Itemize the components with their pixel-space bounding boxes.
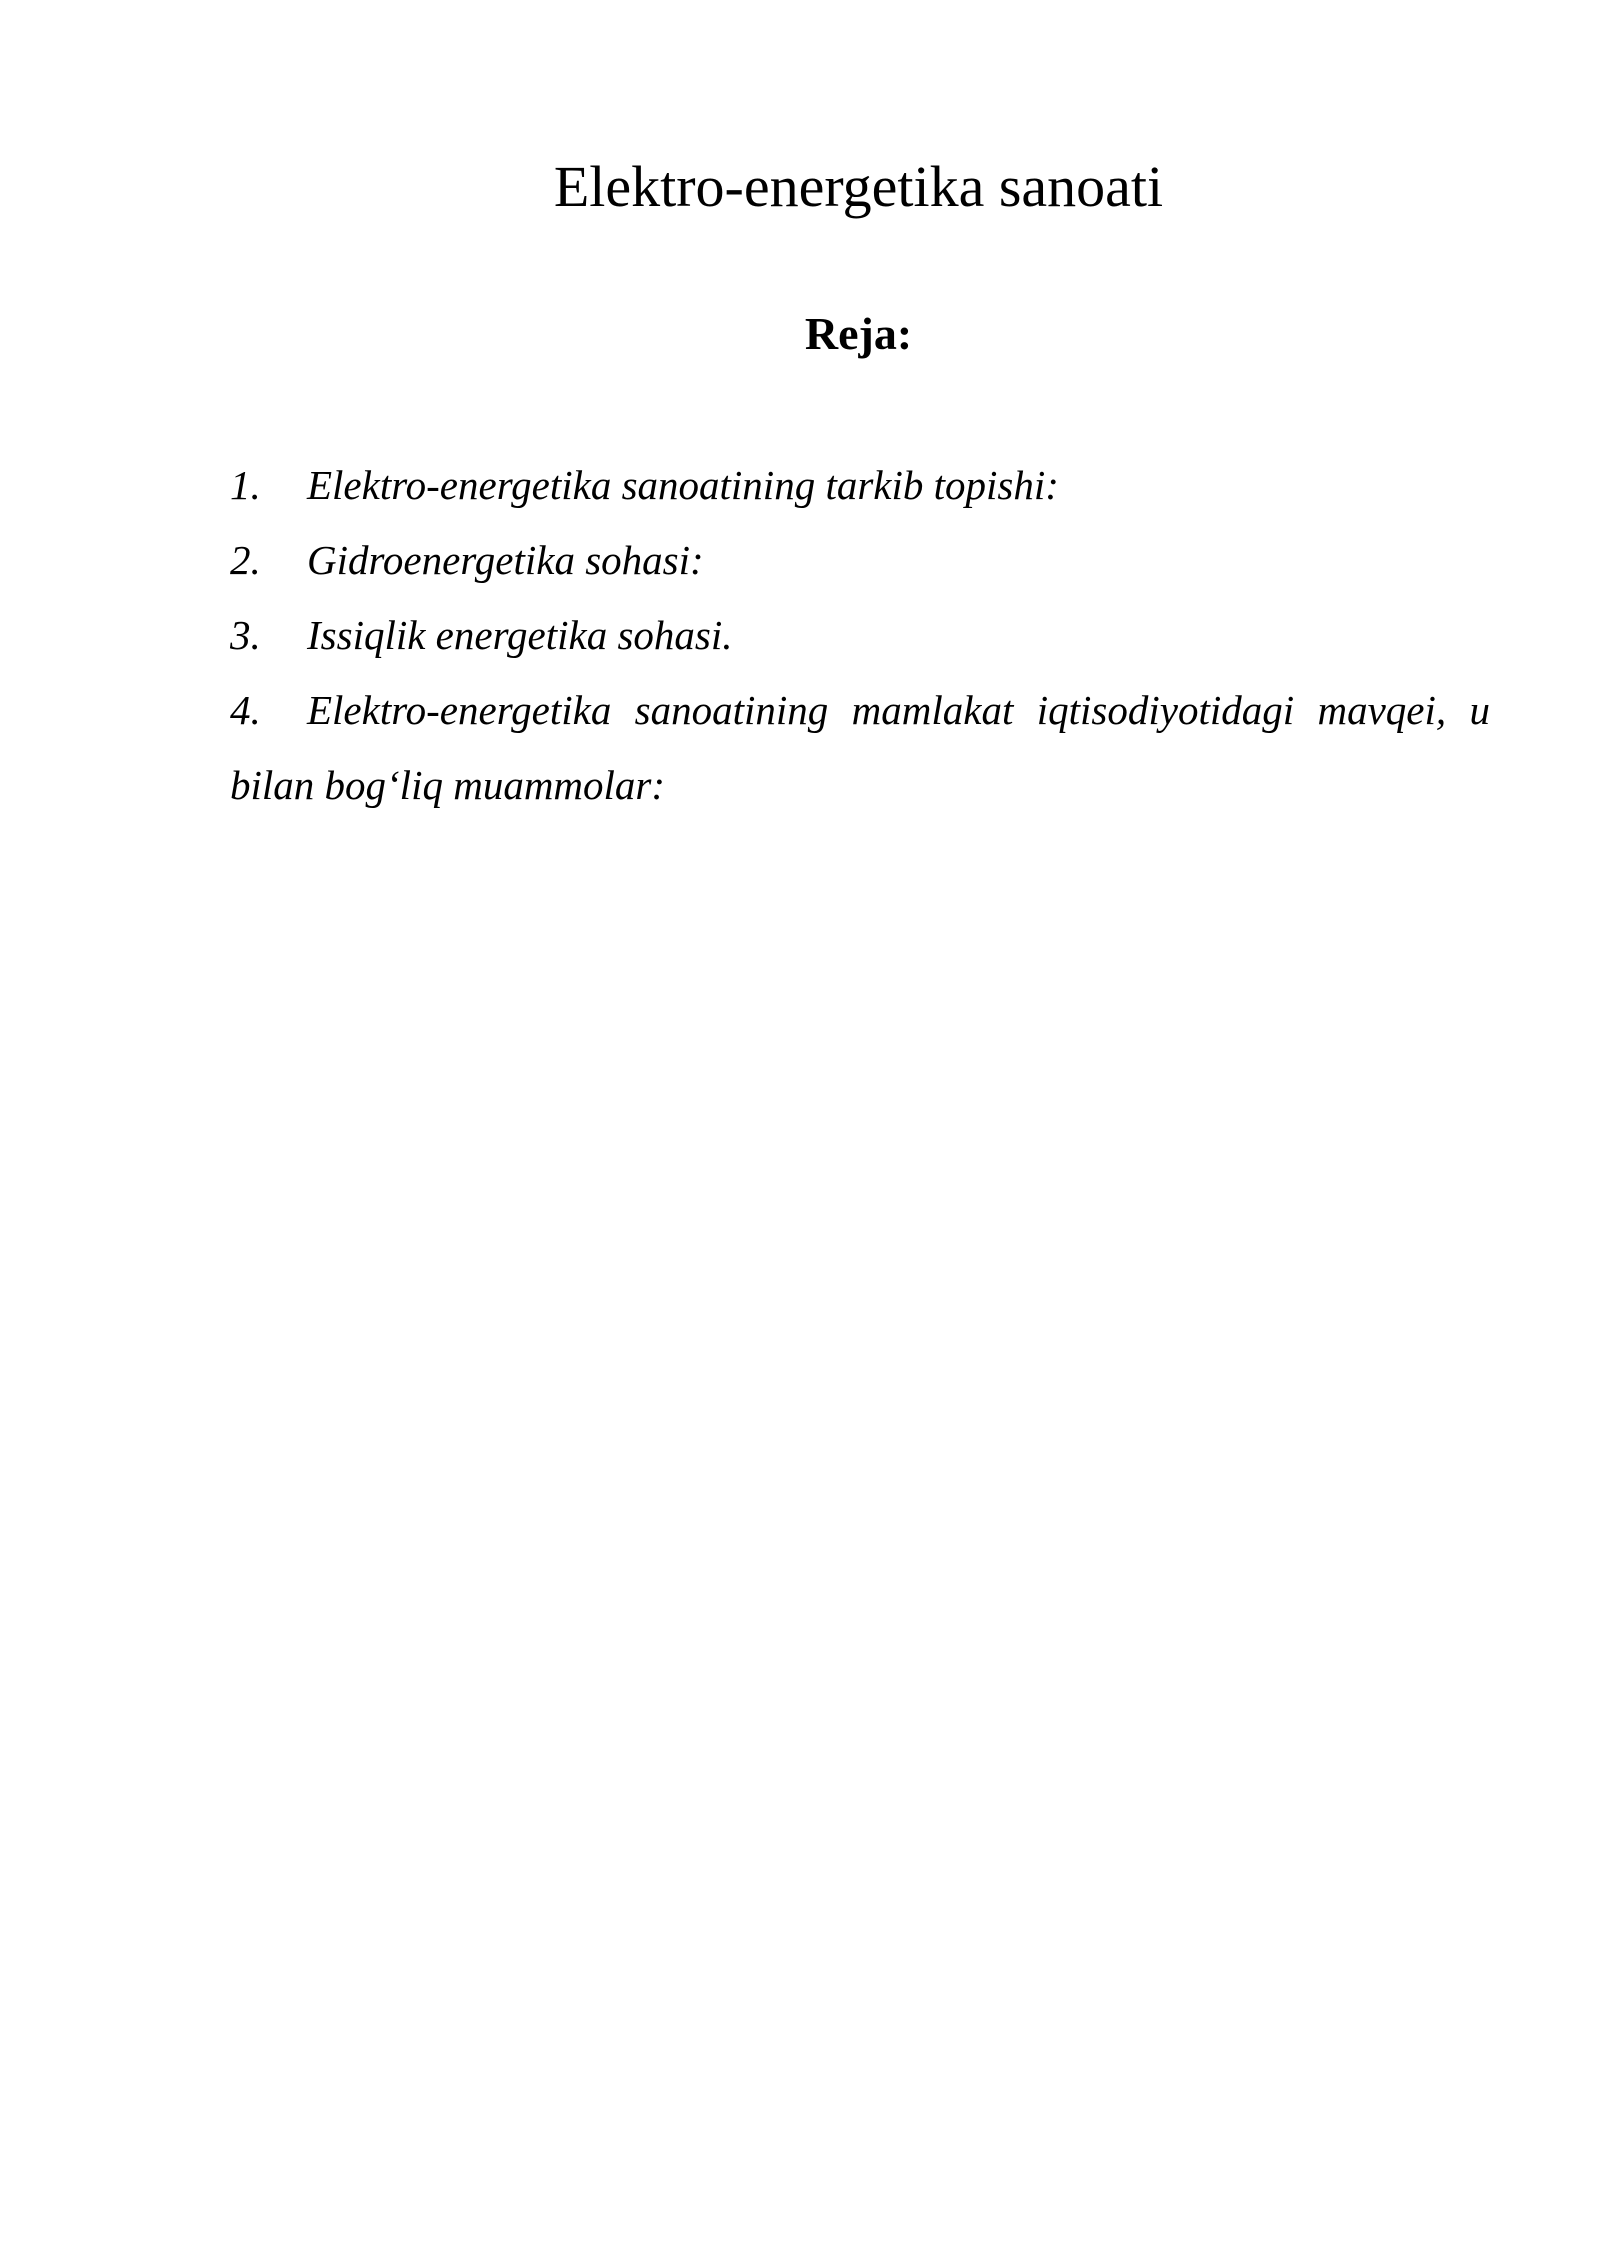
plan-item-number: 2. [230, 537, 261, 583]
plan-list [230, 448, 1490, 823]
plan-item [230, 448, 1490, 523]
document-title: Elektro-energetika sanoati [553, 154, 1164, 219]
plan-item-text: Elektro-energetika sanoatining tarkib topishi: [307, 462, 1059, 508]
plan-item-number: 4. [230, 687, 261, 733]
plan-item-number: 3. [230, 612, 261, 658]
plan-item [230, 673, 1490, 823]
plan-item [230, 523, 1490, 598]
plan-heading: Reja: [804, 308, 913, 359]
plan-item [230, 598, 1490, 673]
plan-item-text: Elektro-energetika sanoatining mamlakat iqtisodiyotidagi mavqei, u bilan bog‘liq muammolar: [230, 687, 1490, 808]
plan-item-number: 1. [230, 462, 261, 508]
plan-item-text: Gidroenergetika sohasi: [307, 537, 704, 583]
plan-item-text: Issiqlik energetika sohasi. [307, 612, 733, 658]
